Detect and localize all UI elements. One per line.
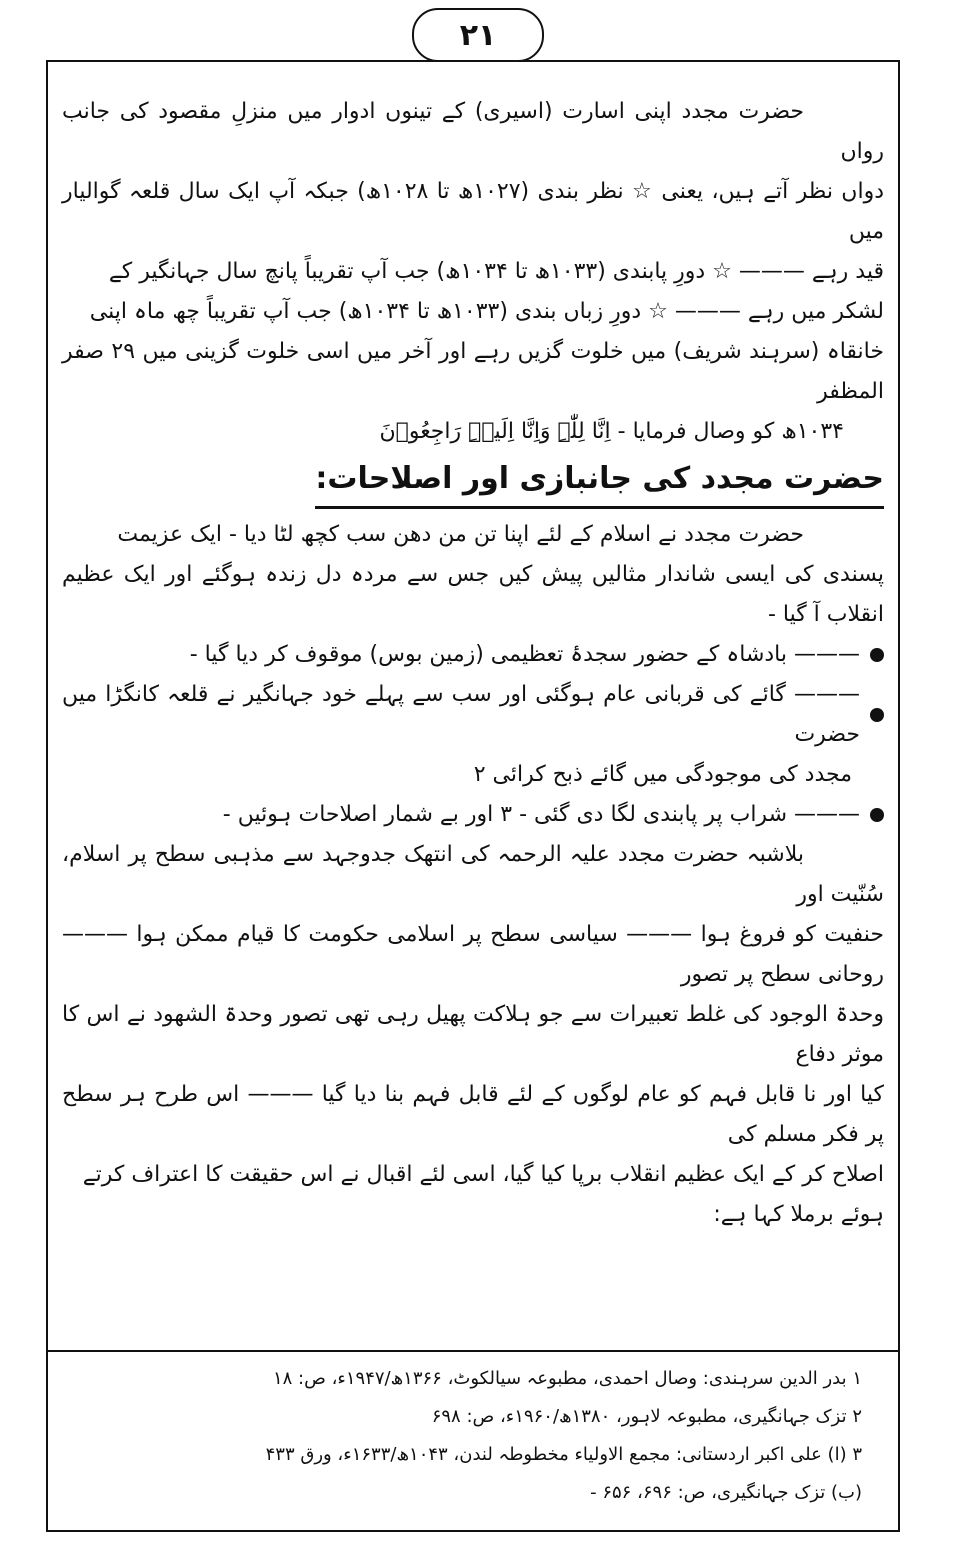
footnote-1: ۱ بدر الدین سرہندی: وصال احمدی، مطبوعہ سیالکوٹ، ۱۳۶۶ھ/۱۹۴۷ء، ص: ۱۸ — [272, 1368, 862, 1389]
bullet-dot-icon — [870, 648, 884, 662]
footnote-3b: (ب) تزک جہانگیری، ص: ۶۹۶، ۶۵۶ - — [590, 1482, 862, 1503]
bullet-dot-icon — [870, 708, 884, 722]
opening-line-1: حضرت مجدد اپنی اسارت (اسیری) کے تینوں ادوار میں منزلِ مقصود کی جانب رواں — [62, 99, 884, 164]
bullet-item-2-cont: مجدد کی موجودگی میں گائے ذبح کرائی ۲ — [473, 762, 852, 787]
bullet-item-2 — [62, 675, 884, 755]
closing-line-1: بلاشبہ حضرت مجدد علیہ الرحمہ کی انتھک جدوجہد سے مذہبی سطح پر اسلام، سُنّیت اور — [62, 842, 884, 907]
footnotes — [62, 1360, 862, 1512]
section-heading-wrap — [62, 456, 884, 509]
closing-line-2: حنفیت کو فروغ ہوا ——— سیاسی سطح پر اسلامی حکومت کا قیام ممکن ہوا ——— روحانی سطح پر تصور — [62, 922, 884, 987]
second-line-2: پسندی کی ایسی شاندار مثالیں پیش کیں جس سے مردہ دل زندہ ہوگئے اور ایک عظیم انقلاب آ گیا - — [62, 562, 884, 627]
main-text — [62, 92, 884, 1235]
closing-line-6: ہوئے برملا کہا ہے: — [713, 1202, 884, 1227]
opening-line-5: خانقاہ (سرہند شریف) میں خلوت گزیں رہے اور آخر میں اسی خلوت گزینی میں ۲۹ صفر المظفر — [62, 339, 884, 404]
footnote-2: ۲ تزک جہانگیری، مطبوعہ لاہور، ۱۳۸۰ھ/۱۹۶۰ء، ص: ۶۹۸ — [431, 1406, 862, 1427]
page-number: ۲۱ — [412, 8, 544, 62]
closing-line-4: کیا اور نا قابل فہم کو عام لوگوں کے لئے قابل فہم بنا دیا گیا ——— اس طرح ہر سطح پر فکر مسلم کی — [62, 1082, 884, 1147]
bullet-text: ——— شراب پر پابندی لگا دی گئی - ۳ اور بے شمار اصلاحات ہوئیں - — [222, 802, 860, 827]
closing-line-5: اصلاح کر کے ایک عظیم انقلاب برپا کیا گیا، اسی لئے اقبال نے اس حقیقت کا اعتراف کرتے — [82, 1162, 884, 1187]
opening-line-4: لشکر میں رہے ——— ☆ دورِ زباں بندی (۱۰۳۳ھ تا ۱۰۳۴ھ) جب آپ تقریباً چھ ماہ اپنی — [89, 299, 884, 324]
section-heading: حضرت مجدد کی جانبازی اور اصلاحات: — [315, 456, 884, 509]
opening-line-6: ۱۰۳۴ھ کو وصال فرمایا - اِنَّا لِلّٰہِ وَاِنَّا اِلَیۡہِ رَاجِعُوۡنَ — [379, 419, 844, 444]
opening-line-2: دواں نظر آتے ہیں، یعنی ☆ نظر بندی (۱۰۲۷ھ تا ۱۰۲۸ھ) جبکہ آپ ایک سال قلعہ گوالیار میں — [62, 179, 884, 244]
second-line-1: حضرت مجدد نے اسلام کے لئے اپنا تن من دھن سب کچھ لٹا دیا - ایک عزیمت — [117, 522, 804, 547]
bullet-text: ——— بادشاہ کے حضور سجدۂ تعظیمی (زمین بوس) موقوف کر دیا گیا - — [189, 642, 860, 667]
bullet-item-3 — [62, 795, 884, 835]
bullet-dot-icon — [870, 808, 884, 822]
footnote-3a: ۳ (ا) علی اکبر اردستانی: مجمع الاولیاء مخطوطہ لندن، ۱۰۴۳ھ/۱۶۳۳ء، ورق ۴۳۳ — [265, 1444, 862, 1465]
footnote-divider — [48, 1350, 898, 1352]
closing-line-3: وحدۃ الوجود کی غلط تعبیرات سے جو ہلاکت پھیل رہی تھی تصور وحدۃ الشھود نے اس کا موثر دفاع — [62, 1002, 884, 1067]
bullet-text: ——— گائے کی قربانی عام ہوگئی اور سب سے پہلے خود جہانگیر نے قلعہ کانگڑا میں حضرت — [62, 682, 860, 747]
bullet-item-1 — [62, 635, 884, 675]
opening-line-3: قید رہے ——— ☆ دورِ پابندی (۱۰۳۳ھ تا ۱۰۳۴ھ) جب آپ تقریباً پانچ سال جہانگیر کے — [108, 259, 884, 284]
